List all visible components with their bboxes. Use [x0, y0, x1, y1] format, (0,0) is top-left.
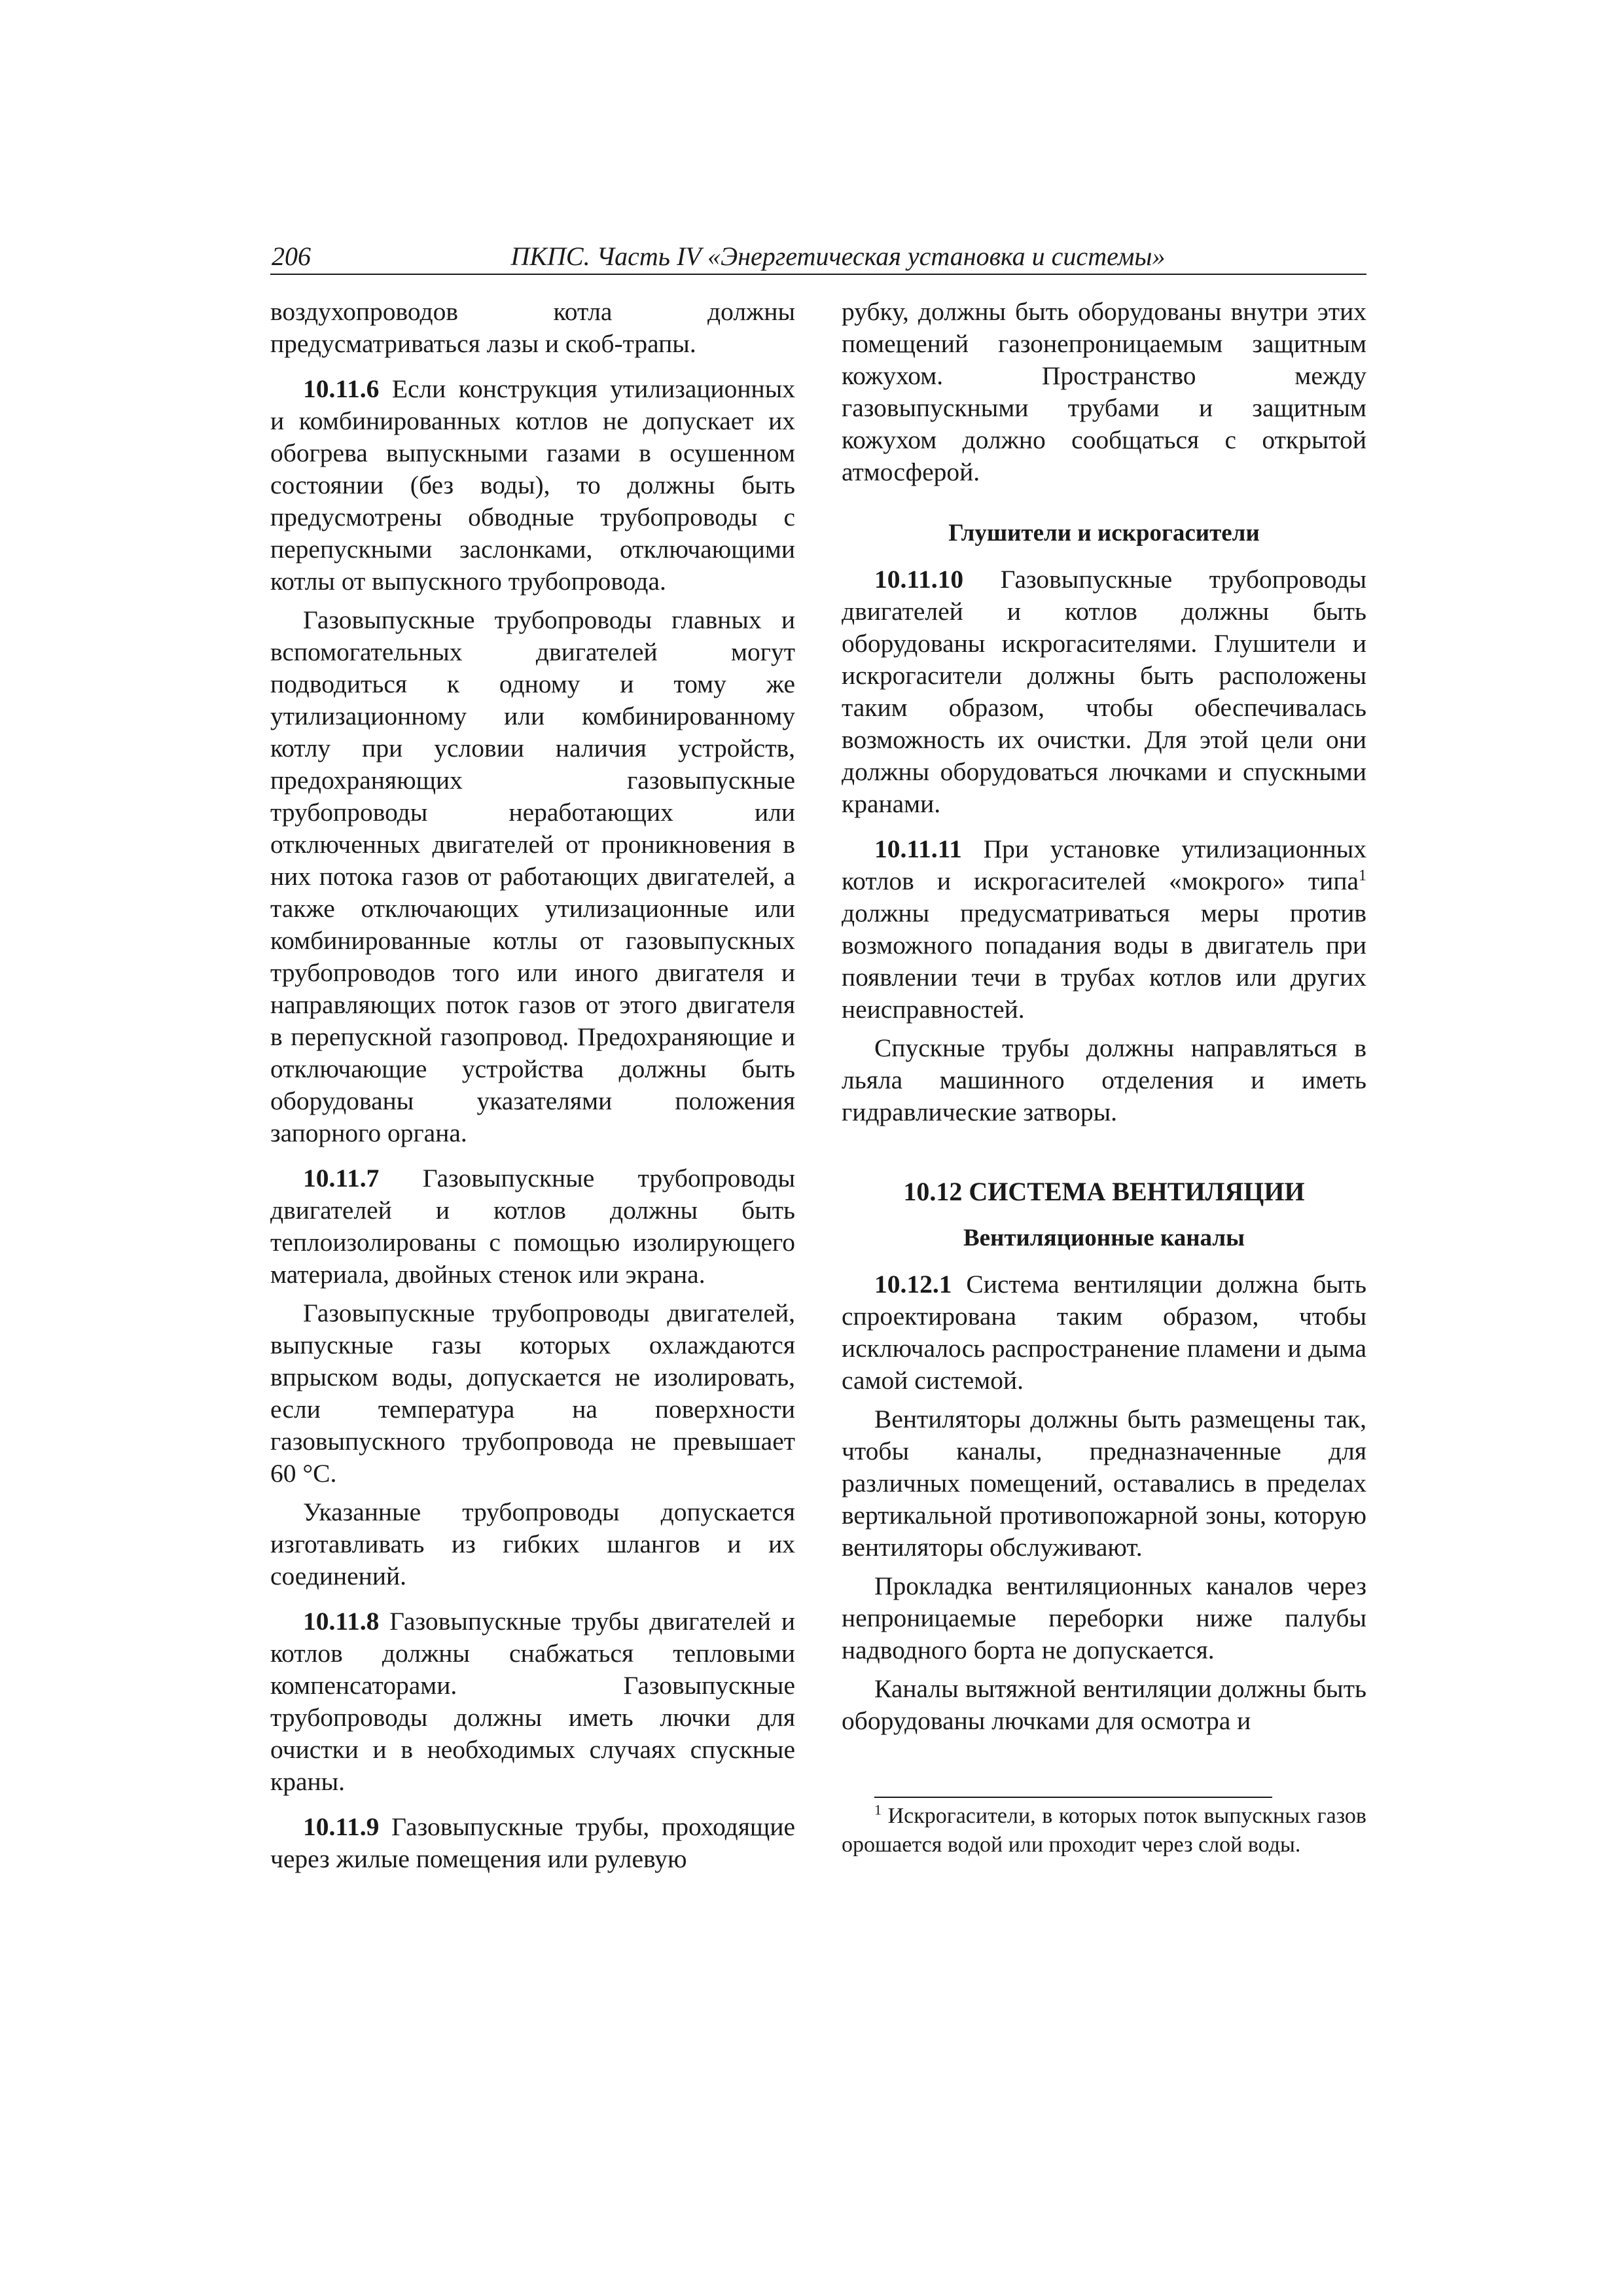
clause-text: Газовыпускные трубопроводы двигателей и котлов должны быть оборудованы искрогасителями. Глушители и искрогасители должны быть расположены таким образом, чтобы обеспечивалась возможность их очистки. Для этой цели они должны оборудоваться лючками и спускными кранами. — [842, 565, 1366, 818]
clause-number: 10.11.10 — [874, 565, 964, 594]
footnote-text: Искрогасители, в которых поток выпускных газов орошается водой или проходит через слой воды. — [842, 1804, 1366, 1857]
paragraph: Газовыпускные трубопроводы двигателей, выпускные газы которых охлаждаются впрыском воды, допускается не изолировать, если температура на поверхности газовыпускного трубопровода не превышает 60 °С. — [270, 1299, 795, 1488]
clause-text: Если конструкция утилизационных и комбинированных котлов не допускает их обогрева выпускными газами в осушенном состоянии (без воды), то должны быть предусмотрены обводные трубопроводы с перепускными заслонками, отключающими котлы от выпускного трубопровода. — [270, 374, 795, 596]
running-header — [270, 237, 1366, 275]
clause-10-11-8 — [270, 1605, 795, 1798]
right-column — [842, 296, 1366, 1737]
clause-number: 10.11.11 — [874, 834, 962, 863]
clause-text: Система вентиляции должна быть спроектирована таким образом, чтобы исключалось распространение пламени и дыма самой системой. — [842, 1270, 1366, 1395]
paragraph: Указанные трубопроводы допускается изготавливать из гибких шлангов и их соединений. — [270, 1498, 795, 1590]
left-column — [270, 296, 795, 1875]
clause-number: 10.12.1 — [874, 1270, 952, 1299]
clause-10-11-10 — [842, 564, 1366, 820]
clause-text: Газовыпускные трубопроводы двигателей и котлов должны быть теплоизолированы с помощью изолирующего материала, двойных стенок или экрана. — [270, 1164, 795, 1289]
clause-10-11-9 — [270, 1811, 795, 1875]
clause-number: 10.11.9 — [303, 1812, 380, 1841]
paragraph: Вентиляторы должны быть размещены так, чтобы каналы, предназначенные для различных помещений, оставались в пределах вертикальной противопожарной зоны, которую вентиляторы обслуживают. — [842, 1405, 1366, 1562]
clause-number: 10.11.7 — [303, 1164, 380, 1193]
footnote-marker: 1 — [874, 1801, 882, 1818]
clause-number: 10.11.6 — [303, 374, 380, 403]
paragraph: воздухопроводов котла должны предусматриваться лазы и скоб-трапы. — [270, 297, 795, 358]
paragraph: Спускные трубы должны направляться в льяла машинного отделения и иметь гидравлические затворы. — [842, 1033, 1366, 1126]
clause-number: 10.11.8 — [303, 1607, 380, 1636]
paragraph: Газовыпускные трубопроводы главных и вспомогательных двигателей могут подводиться к одному и тому же утилизационному или комбинированному котлу при условии наличия устройств, предохраняющих газовыпускные трубопроводы неработающих или отключенных двигателей от проникновения в них потока газов от работающих двигателей, а также отключающих утилизационные или комбинированные котлы от газовыпускных трубопроводов того или иного двигателя и направляющих поток газов от этого двигателя в перепускной газопровод. Предохраняющие и отключающие устройства должны быть оборудованы указателями положения запорного органа. — [270, 605, 795, 1147]
clause-10-11-7 — [270, 1162, 795, 1291]
clause-text: должны предусматриваться меры против возможного попадания воды в двигатель при появлении течи в трубах котлов или других неисправностей. — [842, 899, 1366, 1024]
clause-text: При установке утилизационных котлов и искрогасителей «мокрого» типа — [842, 834, 1366, 895]
clause-text: Газовыпускные трубы, проходящие через жилые помещения или рулевую — [270, 1812, 795, 1873]
section-heading: 10.12 СИСТЕМА ВЕНТИЛЯЦИИ — [903, 1177, 1305, 1206]
footnote-reference[interactable]: 1 — [1359, 867, 1366, 884]
footnote — [842, 1802, 1366, 1859]
subheading-silencers: Глушители и искрогасители — [948, 520, 1260, 547]
paragraph: Каналы вытяжной вентиляции должны быть оборудованы лючками для осмотра и — [842, 1674, 1366, 1735]
paragraph: Прокладка вентиляционных каналов через непроницаемые переборки ниже палубы надводного борта не допускается. — [842, 1571, 1366, 1664]
clause-10-11-11 — [842, 833, 1366, 1026]
clause-text: Газовыпускные трубы двигателей и котлов должны снабжаться тепловыми компенсаторами. Газовыпускные трубопроводы должны иметь лючки для очистки и в необходимых случаях спускные краны. — [270, 1607, 795, 1796]
clause-10-11-6 — [270, 373, 795, 598]
subheading-ventilation-ducts: Вентиляционные каналы — [963, 1225, 1245, 1251]
footnote-separator — [874, 1797, 1272, 1798]
page-number: 206 — [272, 242, 311, 271]
clause-10-12-1 — [842, 1268, 1366, 1397]
paragraph: рубку, должны быть оборудованы внутри этих помещений газонепроницаемым защитным кожухом. Пространство между газовыпускными трубами и защитным кожухом должно сообщаться с открытой атмосферой. — [842, 297, 1366, 486]
running-title: ПКПС. Часть IV «Энергетическая установка и системы» — [510, 242, 1166, 271]
